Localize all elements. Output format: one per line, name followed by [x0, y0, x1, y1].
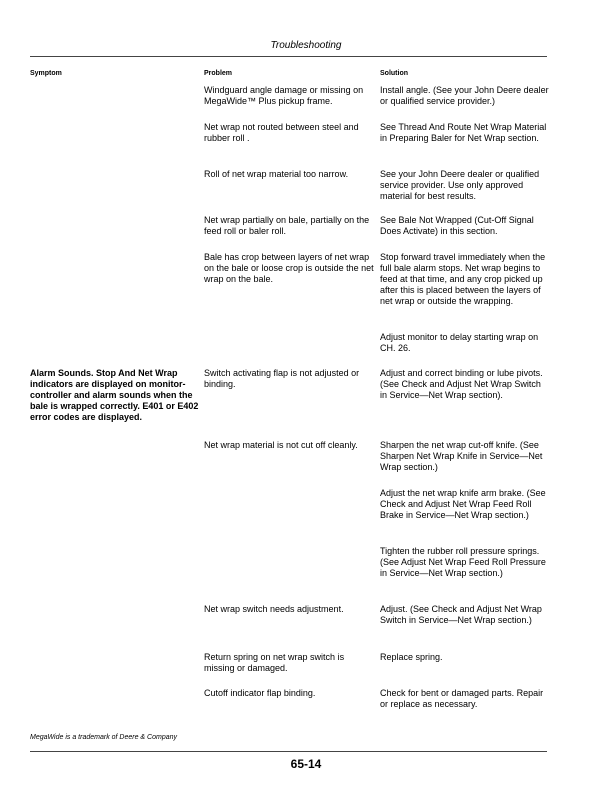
symptom-alarm-sounds: Alarm Sounds. Stop And Net Wrap indicators are displayed on monitor-controller and alarm sounds when the bale is wrapped correctly. E401 or E402 error codes are displayed.: [30, 368, 199, 422]
solution-knife-arm-brake: Adjust the net wrap knife arm brake. (See Check and Adjust Net Wrap Feed Roll Brake in Service—Net Wrap section.): [380, 488, 546, 520]
solution-replace-spring: Replace spring.: [380, 652, 443, 662]
solution-adjust-monitor: Adjust monitor to delay starting wrap on CH. 26.: [380, 332, 539, 353]
solution-stop-travel: Stop forward travel immediately when the full bale alarm stops. Net wrap begins to feed at that time, and any crop picked up after this is placed between the layers of net wrap or outside the wrapping.: [380, 252, 546, 306]
solution-sharpen-knife: Sharpen the net wrap cut-off knife. (See Sharpen Net Wrap Knife in Service—Net Wrap section.): [380, 440, 543, 472]
problem-net-wrap-partial: Net wrap partially on bale, partially on the feed roll or baler roll.: [204, 215, 370, 236]
page-number: 65-14: [290, 757, 322, 771]
problem-windguard: Windguard angle damage or missing on MegaWide™ Plus pickup frame.: [204, 85, 364, 106]
solution-pressure-springs: Tighten the rubber roll pressure springs. (See Adjust Net Wrap Feed Roll Pressure in Service—Net Wrap section.): [380, 546, 546, 578]
column-header-problem: Problem: [204, 70, 233, 77]
solution-thread-route: See Thread And Route Net Wrap Material in Preparing Baler for Net Wrap section.: [380, 122, 547, 143]
problem-switch-flap: Switch activating flap is not adjusted or binding.: [204, 368, 360, 389]
solution-approved-material: See your John Deere dealer or qualified service provider. Use only approved material for best results.: [380, 169, 540, 201]
problem-switch-adjustment: Net wrap switch needs adjustment.: [204, 604, 344, 614]
solution-install-angle: Install angle. (See your John Deere dealer or qualified service provider.): [380, 85, 549, 106]
trademark-footnote: MegaWide is a trademark of Deere & Company: [30, 734, 177, 741]
problem-return-spring: Return spring on net wrap switch is missing or damaged.: [204, 652, 345, 673]
page-header-title: Troubleshooting: [270, 40, 342, 51]
problem-net-wrap-routing: Net wrap not routed between steel and rubber roll .: [204, 122, 359, 143]
solution-correct-binding: Adjust and correct binding or lube pivots. (See Check and Adjust Net Wrap Switch in Service—Net Wrap section).: [380, 368, 543, 400]
solution-check-parts: Check for bent or damaged parts. Repair or replace as necessary.: [380, 688, 544, 709]
header-rule: [30, 56, 547, 57]
solution-bale-not-wrapped: See Bale Not Wrapped (Cut-Off Signal Does Activate) in this section.: [380, 215, 534, 236]
problem-net-wrap-narrow: Roll of net wrap material too narrow.: [204, 169, 349, 179]
problem-cutoff-flap: Cutoff indicator flap binding.: [204, 688, 316, 698]
solution-adjust-switch: Adjust. (See Check and Adjust Net Wrap Switch in Service—Net Wrap section.): [380, 604, 542, 625]
footer-rule: [30, 751, 547, 752]
column-header-solution: Solution: [380, 70, 408, 77]
column-header-symptom: Symptom: [30, 70, 62, 77]
problem-cut-off: Net wrap material is not cut off cleanly.: [204, 440, 358, 450]
problem-crop-between-layers: Bale has crop between layers of net wrap on the bale or loose crop is outside the net wrap on the bale.: [204, 252, 374, 284]
